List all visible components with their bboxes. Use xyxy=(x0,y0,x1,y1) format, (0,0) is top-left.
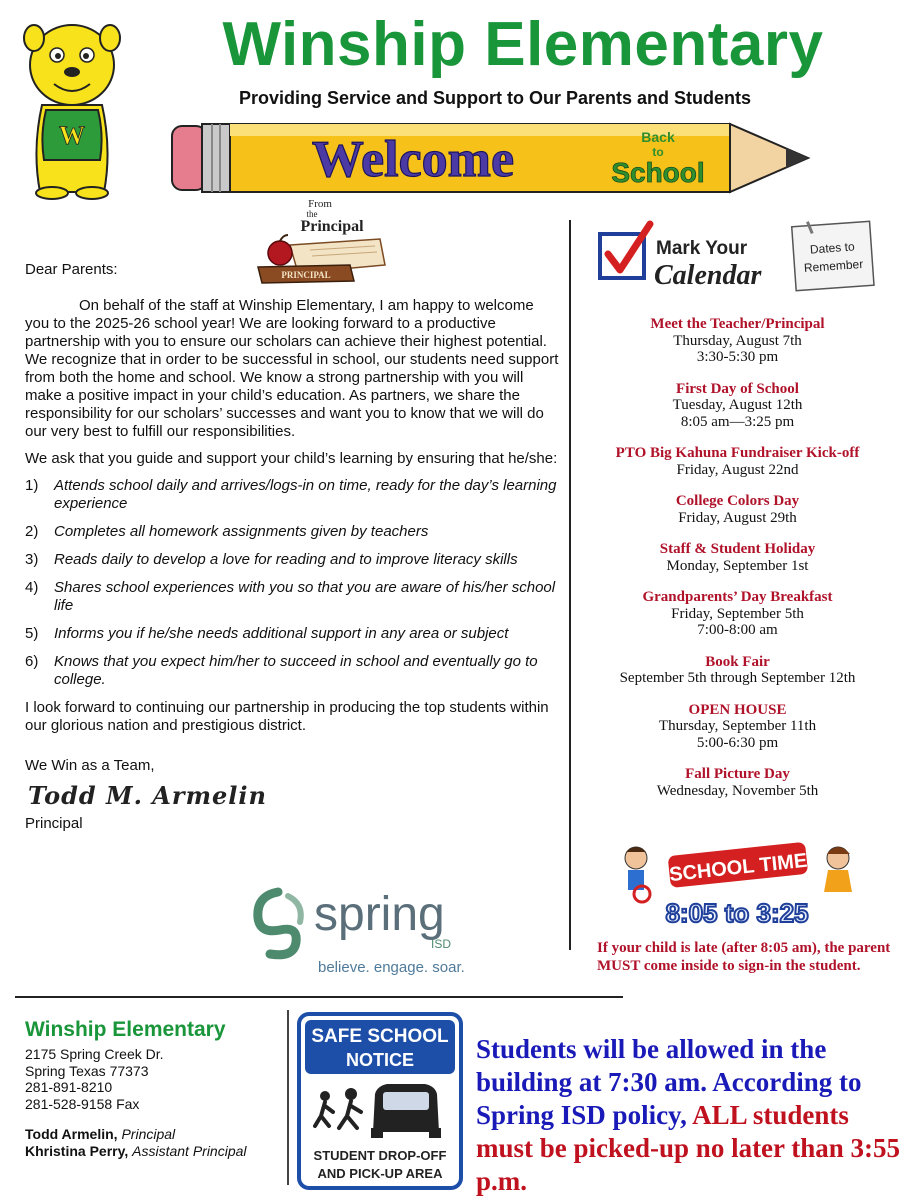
staff-name: Todd Armelin, xyxy=(25,1126,118,1142)
calendar-note-line1: Dates to xyxy=(809,239,856,257)
list-number: 3) xyxy=(25,551,39,568)
sign-bottom-line1: STUDENT DROP-OFF xyxy=(313,1148,447,1163)
column-divider xyxy=(569,220,571,950)
list-number: 2) xyxy=(25,523,39,540)
spring-sub: ISD xyxy=(431,937,452,951)
school-title: Winship Elementary xyxy=(222,10,824,79)
welcome-pencil-banner xyxy=(168,118,818,198)
spring-word: spring xyxy=(314,888,445,941)
event-date: Thursday, September 11th xyxy=(658,718,817,734)
calendar-event xyxy=(580,316,895,366)
school-time-hours: 8:05 to 3:25 xyxy=(665,898,809,928)
staff-name: Khristina Perry, xyxy=(25,1142,129,1159)
footer-staff-principal xyxy=(25,1126,285,1143)
event-date: Tuesday, August 12th xyxy=(672,397,803,413)
list-number: 1) xyxy=(25,477,39,494)
list-text: Shares school experiences with you so that you are aware of his/her school life xyxy=(54,579,556,614)
list-text: Reads daily to develop a love for reading and to improve literacy skills xyxy=(54,551,518,568)
list-number: 4) xyxy=(25,579,39,596)
event-title: OPEN HOUSE xyxy=(688,701,787,718)
sign-top-line2: NOTICE xyxy=(345,1050,415,1070)
expectations-list xyxy=(25,477,560,689)
event-date: Wednesday, November 5th xyxy=(656,782,819,799)
badge-word: Principal xyxy=(300,218,364,235)
sign-top-line1: SAFE SCHOOL xyxy=(311,1026,449,1047)
mascot-letter: W xyxy=(59,121,85,150)
event-title: Fall Picture Day xyxy=(685,766,790,782)
event-title: College Colors Day xyxy=(675,493,800,509)
footer-school-name: Winship Elementary xyxy=(25,1018,226,1041)
staff-role: Assistant Principal xyxy=(132,1142,247,1159)
principal-letter xyxy=(25,261,560,842)
calendar-header-line2: Calendar xyxy=(654,260,762,291)
calendar-event xyxy=(580,381,895,431)
letter-closing: We Win as a Team, xyxy=(25,757,155,774)
event-date: Thursday, August 7th xyxy=(673,332,802,349)
safe-school-notice-sign xyxy=(297,1012,463,1190)
list-item xyxy=(25,477,560,513)
calendar-event xyxy=(580,541,895,574)
letter-para2: We ask that you guide and support your child’s learning by ensuring that he/she: xyxy=(25,450,558,467)
event-title: Staff & Student Holiday xyxy=(659,541,816,557)
event-date: Monday, September 1st xyxy=(666,557,809,574)
list-item xyxy=(25,523,560,541)
signature-role: Principal xyxy=(25,815,83,832)
event-time: 3:30-5:30 pm xyxy=(696,349,779,365)
event-time: 5:00-6:30 pm xyxy=(696,734,779,751)
event-date: Friday, August 29th xyxy=(678,509,797,526)
footer-phone: 281-891-8210 xyxy=(25,1079,113,1095)
footer-address-line2: Spring Texas 77373 xyxy=(25,1062,149,1079)
footer-column-divider xyxy=(287,1010,289,1185)
late-arrival-note: If your child is late (after 8:05 am), the parent MUST come inside to sign-in the student. xyxy=(597,940,891,974)
event-title: Book Fair xyxy=(705,653,770,670)
footer-staff-assistant xyxy=(25,1143,285,1160)
letter-para1: On behalf of the staff at Winship Elementary, I am happy to welcome you to the 2025-26 school year! We are looking forward to a productive partnership with you to ensure our scholars can achieve their highest potential. We recognize that in order to be successful in school, our students need support from both the home and school. We know a strong partnership with you will make a positive impact in your child’s education. As partners, we share the responsibility for our scholars’ successes and want you to know that we will do our very best to fulfill our responsibilities. xyxy=(25,297,559,440)
list-number: 5) xyxy=(25,625,39,642)
event-time: 7:00-8:00 am xyxy=(697,622,778,638)
mark-your-calendar-header xyxy=(598,218,878,298)
list-number: 6) xyxy=(25,653,39,670)
bulldog-mascot-icon xyxy=(12,10,130,200)
arrival-dismissal-notice xyxy=(476,1033,911,1198)
calendar-event xyxy=(580,702,895,752)
pickup-deadline-text: ALL students must be picked-up no later than 3:55 p.m. xyxy=(476,1100,901,1196)
calendar-note-line2: Remember xyxy=(803,256,864,276)
calendar-header-line1: Mark Your xyxy=(656,238,748,259)
banner-back: Back xyxy=(641,129,675,145)
list-item xyxy=(25,653,560,689)
calendar-event xyxy=(580,654,895,687)
badge-the: the xyxy=(306,209,318,219)
footer-address-line1: 2175 Spring Creek Dr. xyxy=(25,1046,164,1062)
list-item xyxy=(25,625,560,643)
list-item xyxy=(25,579,560,615)
calendar-event xyxy=(580,766,895,799)
banner-to: to xyxy=(652,145,664,159)
list-text: Informs you if he/she needs additional support in any area or subject xyxy=(54,625,509,642)
school-time-label: SCHOOL TIME xyxy=(668,849,809,887)
spring-isd-logo xyxy=(248,878,488,978)
list-text: Knows that you expect him/her to succeed in school and eventually go to college. xyxy=(54,653,538,688)
list-item xyxy=(25,551,560,569)
staff-role: Principal xyxy=(121,1126,176,1142)
arrival-text: Students will be allowed in the building at 7:30 am. According to Spring ISD policy, xyxy=(476,1034,862,1130)
badge-from: From xyxy=(308,198,332,210)
event-date: September 5th through September 12th xyxy=(619,670,856,686)
event-title: PTO Big Kahuna Fundraiser Kick-off xyxy=(615,445,860,461)
calendar-event xyxy=(580,493,895,526)
banner-school: School xyxy=(611,157,705,188)
list-text: Completes all homework assignments given by teachers xyxy=(54,523,429,540)
badge-plaque: PRINCIPAL xyxy=(281,270,331,280)
calendar-events xyxy=(580,316,895,814)
event-title: Grandparents’ Day Breakfast xyxy=(642,589,833,605)
calendar-event xyxy=(580,589,895,639)
principal-signature: Todd M. Armelin xyxy=(28,781,267,810)
tagline: Providing Service and Support to Our Parents and Students xyxy=(238,88,752,108)
school-contact-info xyxy=(25,1018,285,1159)
event-date: Friday, August 22nd xyxy=(676,461,799,478)
list-text: Attends school daily and arrives/logs-in on time, ready for the day’s learning experience xyxy=(54,477,557,512)
calendar-event xyxy=(580,445,895,478)
welcome-text: Welcome xyxy=(311,131,515,188)
event-title: Meet the Teacher/Principal xyxy=(650,316,825,332)
letter-greeting: Dear Parents: xyxy=(25,261,118,278)
school-time-graphic xyxy=(612,840,862,930)
event-time: 8:05 am—3:25 pm xyxy=(680,413,795,430)
footer-divider xyxy=(15,996,623,998)
footer-fax: 281-528-9158 Fax xyxy=(25,1095,140,1112)
sign-bottom-line2: AND PICK-UP AREA xyxy=(317,1166,443,1181)
event-title: First Day of School xyxy=(676,380,799,397)
event-date: Friday, September 5th xyxy=(671,605,804,622)
letter-para3: I look forward to continuing our partnership in producing the top students within our glorious nation and prestigious district. xyxy=(25,699,549,734)
spring-motto: believe. engage. soar. xyxy=(318,959,465,976)
